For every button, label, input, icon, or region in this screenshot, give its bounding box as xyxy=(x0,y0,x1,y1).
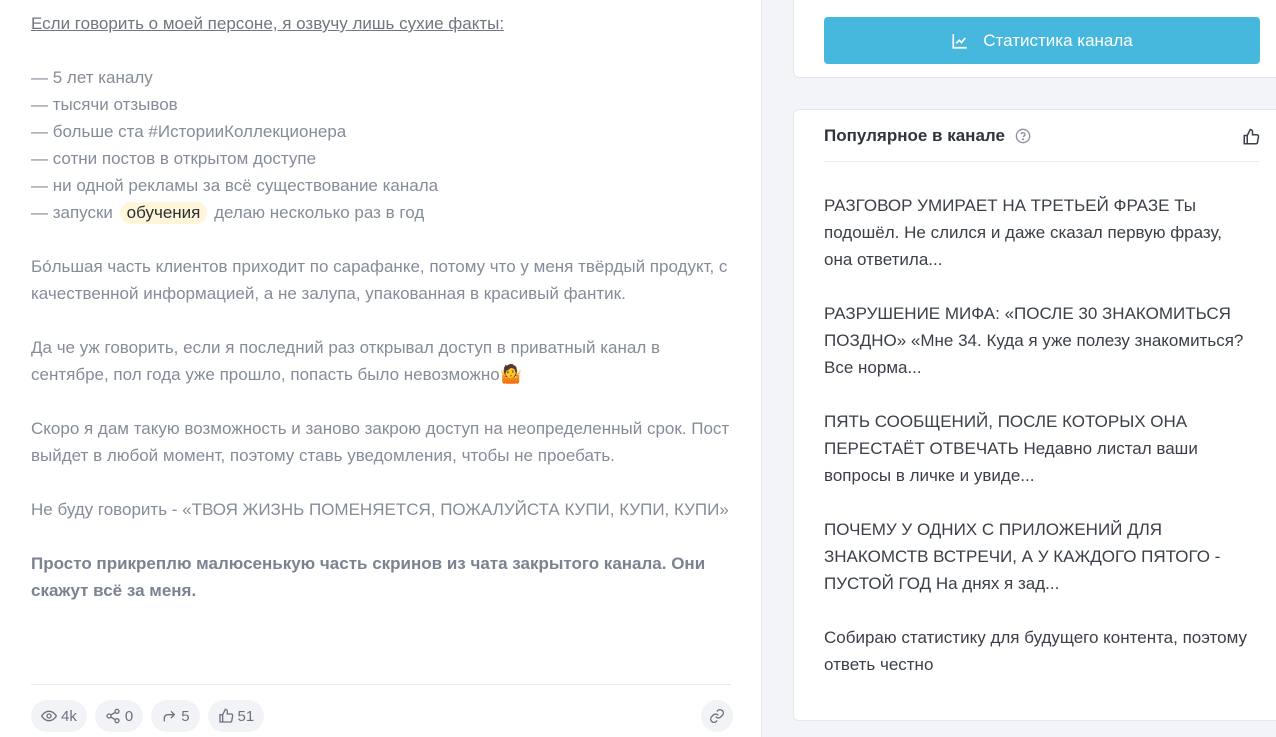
hashtag-chip-link[interactable]: обучения xyxy=(120,202,208,224)
fact-prefix: — запуски xyxy=(31,203,113,222)
post-body xyxy=(31,10,731,604)
chart-icon xyxy=(951,32,969,50)
views-count: 4k xyxy=(61,707,77,725)
forward-icon xyxy=(161,708,177,724)
shares-stat[interactable] xyxy=(95,700,143,732)
share-icon xyxy=(105,708,121,724)
reposts-stat[interactable] xyxy=(151,700,199,732)
paragraph-bold: Просто прикреплю малюсенькую часть скринов из чата закрытого канала. Они скажут всё за меня. xyxy=(31,554,706,600)
channel-stats-card xyxy=(793,0,1276,78)
popular-item[interactable]: ПЯТЬ СООБЩЕНИЙ, ПОСЛЕ КОТОРЫХ ОНА ПЕРЕСТАЁТ ОТВЕЧАТЬ Недавно листал ваши вопросы в личке и увиде... xyxy=(824,412,1198,485)
fact-suffix: делаю несколько раз в год xyxy=(214,203,425,222)
reposts-count: 5 xyxy=(181,707,190,725)
post-stats xyxy=(31,700,264,732)
popular-item[interactable]: Собираю статистику для будущего контента, поэтому ответь честно xyxy=(824,628,1247,674)
paragraph: Скоро я дам такую возможность и заново закрою доступ на неопределенный срок. Пост выйдет в любой момент, поэтому ставь уведомления, чтобы не проебать. xyxy=(31,419,730,465)
eye-icon xyxy=(41,708,57,724)
views-stat[interactable] xyxy=(31,700,87,732)
shrug-emoji: 🤷 xyxy=(499,364,523,384)
popular-header xyxy=(824,124,1260,162)
popular-list xyxy=(824,192,1254,705)
popular-title: Популярное в канале xyxy=(824,125,1005,145)
link-icon xyxy=(709,708,725,724)
post-intro: Если говорить о моей персоне, я озвучу лишь сухие факты: xyxy=(31,14,505,33)
paragraph-text: Да че уж говорить, если я последний раз открывал доступ в приватный канал в сентябре, пол года уже прошло, попасть было невозможно xyxy=(31,338,660,384)
likes-count: 51 xyxy=(237,707,255,725)
popular-card xyxy=(793,109,1276,721)
paragraph xyxy=(31,334,731,388)
popular-item[interactable]: РАЗГОВОР УМИРАЕТ НА ТРЕТЬЕЙ ФРАЗЕ Ты подошёл. Не слился и даже сказал первую фразу, она ответила... xyxy=(824,196,1223,269)
fact-item: — ни одной рекламы за всё существование канала xyxy=(31,176,439,195)
thumbs-up-icon xyxy=(218,708,234,724)
popular-item[interactable]: ПОЧЕМУ У ОДНИХ С ПРИЛОЖЕНИЙ ДЛЯ ЗНАКОМСТВ ВСТРЕЧИ, А У КАЖДОГО ПЯТОГО - ПУСТОЙ ГОД На днях я зад... xyxy=(824,520,1221,593)
paragraph: Бо́льшая часть клиентов приходит по сарафанке, потому что у меня твёрдый продукт, с качественной информацией, а не залупа, упакованная в красивый фантик. xyxy=(31,257,728,303)
help-circle-icon[interactable] xyxy=(1015,128,1031,144)
fact-item: — больше ста #ИсторииКоллекционера xyxy=(31,122,347,141)
fact-item: — тысячи отзывов xyxy=(31,95,178,114)
popular-item[interactable]: РАЗРУШЕНИЕ МИФА: «ПОСЛЕ 30 ЗНАКОМИТЬСЯ ПОЗДНО» «Мне 34. Куда я уже полезу знакомиться? Все норма... xyxy=(824,304,1244,377)
paragraph: Не буду говорить - «ТВОЯ ЖИЗНЬ ПОМЕНЯЕТСЯ, ПОЖАЛУЙСТА КУПИ, КУПИ, КУПИ» xyxy=(31,500,729,519)
thumbs-up-icon[interactable] xyxy=(1242,128,1260,146)
copy-link-button[interactable] xyxy=(701,700,733,732)
fact-item-last xyxy=(31,199,731,226)
fact-item: — 5 лет каналу xyxy=(31,68,153,87)
channel-stats-button[interactable] xyxy=(824,17,1260,64)
channel-stats-label: Статистика канала xyxy=(983,30,1133,50)
post-divider xyxy=(31,684,731,685)
shares-count: 0 xyxy=(124,707,134,725)
fact-item: — сотни постов в открытом доступе xyxy=(31,149,317,168)
likes-stat[interactable] xyxy=(208,700,265,732)
